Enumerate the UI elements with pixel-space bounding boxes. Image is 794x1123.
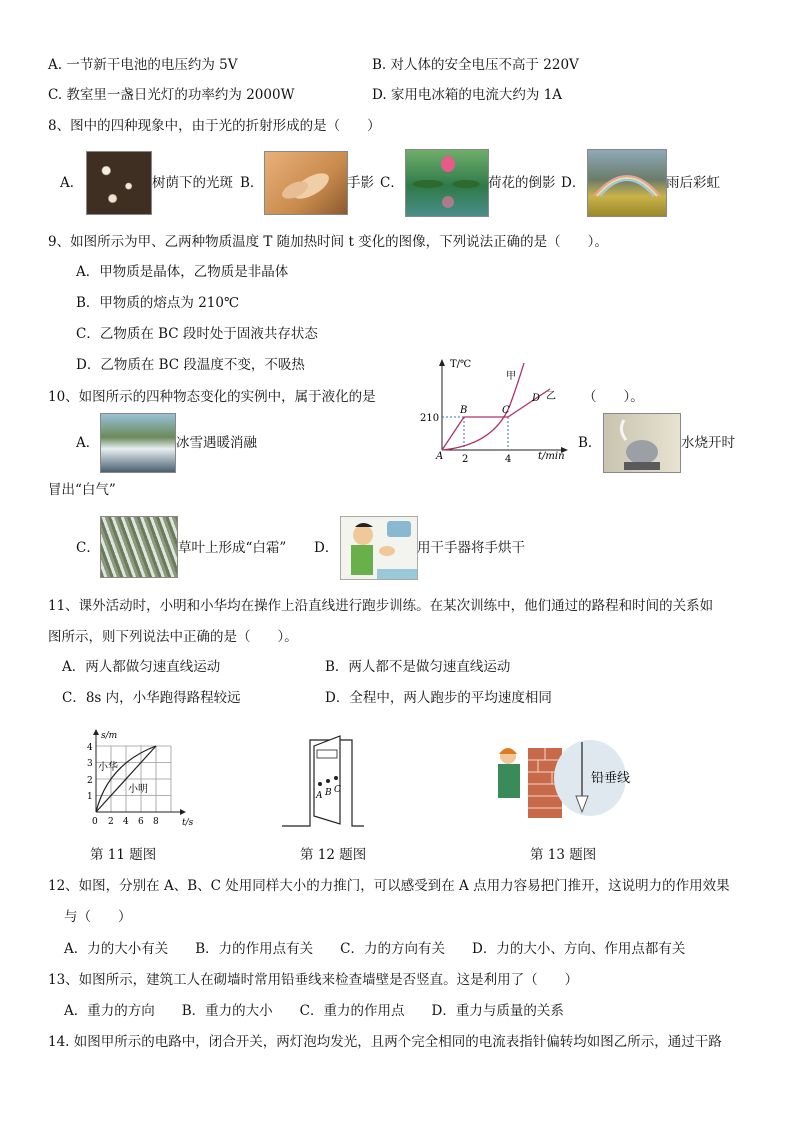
curve-jia-label: 甲 (506, 371, 516, 382)
q13-options: A．重力的方向 B．重力的大小 C．重力的作用点 D．重力与质量的关系 (64, 1003, 564, 1019)
x-tick-0: 0 (92, 817, 98, 827)
melting-snow-photo (100, 413, 176, 473)
q9-option-b: B．甲物质的熔点为 210℃ (76, 295, 240, 311)
q12-stem-line2: 与（ ） (64, 909, 132, 925)
x-tick-4: 4 (505, 454, 512, 465)
caption-fig-12: 第 12 题图 (300, 847, 367, 863)
q8-option-b-text: 手影 (347, 175, 374, 191)
q10-option-b-letter: B． (578, 435, 602, 451)
boiling-kettle-photo (603, 413, 681, 473)
point-d-label: D (532, 393, 541, 404)
q10-option-c-text: 草叶上形成“白霜” (178, 540, 287, 556)
temperature-time-graph (414, 355, 574, 463)
x-tick-4: 4 (123, 817, 129, 827)
q9-stem: 9、如图所示为甲、乙两种物质温度 T 随加热时间 t 变化的图像，下列说法正确的是（ ）。 (48, 234, 608, 250)
q13-stem: 13、如图所示，建筑工人在砌墙时常用铅垂线来检查墙壁是否竖直。这是利用了（ ） (48, 972, 579, 988)
q8-option-a-text: 树荫下的光斑 (152, 175, 233, 191)
x-tick-8: 8 (153, 817, 159, 827)
q10-option-c-letter: C． (76, 540, 100, 556)
point-c-label: C (502, 405, 510, 416)
q8-stem: 8、图中的四种现象中，由于光的折射形成的是（ ） (48, 118, 381, 134)
x-axis-label: t/min (538, 451, 565, 462)
door-point-a: A (316, 791, 323, 801)
x-tick-2: 2 (108, 817, 114, 827)
distance-time-graph (82, 728, 200, 828)
q7-option-d: D. 家用电冰箱的电流大约为 1A (372, 87, 563, 103)
q7-option-a: A. 一节新干电池的电压约为 5V (48, 57, 238, 73)
q8-option-b-letter: B． (240, 175, 264, 191)
door-point-c: C (334, 785, 341, 795)
point-a-label: A (436, 451, 444, 462)
q7-option-b: B. 对人体的安全电压不高于 220V (372, 57, 579, 73)
door-point-b: B (325, 788, 332, 798)
x-tick-2: 2 (462, 454, 469, 465)
frost-grass-photo (100, 516, 178, 578)
q10-option-a-text: 冰雪遇暖消融 (176, 435, 257, 451)
y-tick-2: 2 (87, 776, 93, 786)
rainbow-photo (587, 149, 667, 217)
y-tick-3: 3 (87, 759, 93, 769)
q14-stem: 14. 如图甲所示的电路中，闭合开关，两灯泡均发光，且两个完全相同的电流表指针偏转均如图乙所示，通过干路 (48, 1034, 722, 1050)
lotus-reflection-photo (405, 149, 489, 217)
q10-option-a-letter: A． (76, 435, 100, 451)
y-tick-1: 1 (87, 792, 93, 802)
q8-option-c-text: 荷花的倒影 (488, 175, 556, 191)
tree-shade-light-spots-photo (86, 151, 152, 215)
q8-option-a-letter: A． (60, 175, 84, 191)
hand-shadow-photo (264, 151, 348, 215)
q10-option-d-letter: D． (314, 540, 339, 556)
q9-option-a: A．甲物质是晶体，乙物质是非晶体 (76, 264, 289, 280)
q11-option-a: A．两人都做匀速直线运动 (62, 659, 221, 675)
q12-stem-line1: 12、如图，分别在 A、B、C 处用同样大小的力推门，可以感受到在 A 点用力容易把门推开，这说明力的作用效果 (48, 878, 730, 894)
q10-option-b-continued: 冒出“白气” (48, 482, 116, 498)
q9-option-c: C．乙物质在 BC 段时处于固液共存状态 (76, 326, 318, 342)
q10-answer-paren: （ ）。 (583, 389, 644, 405)
q10-stem: 10、如图所示的四种物态变化的实例中，属于液化的是 (48, 389, 376, 405)
plumb-line-figure (492, 738, 631, 820)
label-xiaoming: 小明 (128, 784, 148, 795)
y-tick-4: 4 (87, 743, 93, 753)
y-axis-label: T/℃ (450, 359, 472, 370)
label-xiaohua: 小华 (98, 762, 118, 773)
q10-option-d-text: 用干手器将手烘干 (417, 540, 525, 556)
x-tick-6: 6 (138, 817, 144, 827)
q7-option-c: C. 教室里一盏日光灯的功率约为 2000W (48, 87, 295, 103)
caption-fig-11: 第 11 题图 (90, 847, 157, 863)
q8-option-d-text: 雨后彩虹 (666, 175, 720, 191)
q9-option-d: D．乙物质在 BC 段温度不变，不吸热 (76, 357, 305, 373)
y-axis-label: s/m (101, 731, 118, 741)
door-figure (278, 732, 368, 834)
q11-option-c: C．8s 内，小华跑得路程较远 (62, 690, 241, 706)
caption-fig-13: 第 13 题图 (530, 847, 597, 863)
hand-dryer-illustration (340, 516, 418, 580)
q8-option-c-letter: C． (380, 175, 404, 191)
plumb-line-label: 铅垂线 (591, 771, 631, 786)
y-tick-210: 210 (420, 413, 440, 424)
q11-option-b: B．两人都不是做匀速直线运动 (325, 659, 511, 675)
q12-options: A．力的大小有关 B．力的作用点有关 C．力的方向有关 D．力的大小、方向、作用点都有关 (64, 941, 686, 957)
q11-stem-line1: 11、课外活动时，小明和小华均在操作上沿直线进行跑步训练。在某次训练中，他们通过的路程和时间的关系如 (48, 598, 714, 614)
q10-option-b-text: 水烧开时 (681, 435, 735, 451)
q11-option-d: D．全程中，两人跑步的平均速度相同 (325, 690, 552, 706)
q8-option-d-letter: D． (561, 175, 586, 191)
curve-yi-label: 乙 (546, 391, 556, 402)
q11-stem-line2: 图所示，则下列说法中正确的是（ ）。 (48, 629, 298, 645)
point-b-label: B (460, 405, 468, 416)
x-axis-label: t/s (182, 818, 194, 828)
